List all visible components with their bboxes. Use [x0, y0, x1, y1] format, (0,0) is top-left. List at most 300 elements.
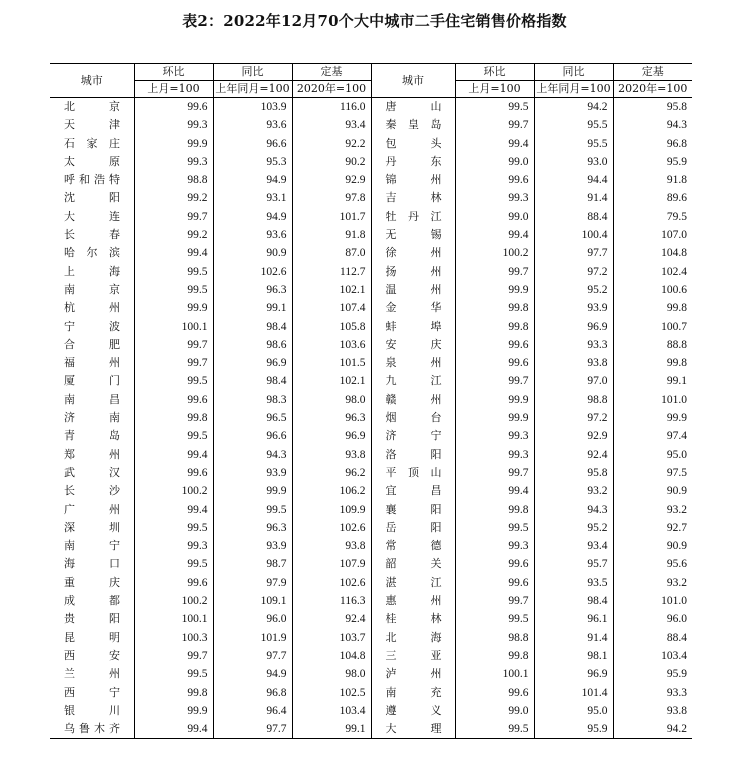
city-name-right	[371, 208, 455, 226]
yoy-value-left: 93.1	[213, 189, 292, 207]
yoy-value-right: 91.4	[534, 629, 613, 647]
fixed-base-value-left: 105.8	[292, 318, 371, 336]
city-label: 韶 关	[385, 557, 442, 571]
yoy-value-left: 99.9	[213, 482, 292, 500]
city-name-right	[371, 299, 455, 317]
mom-value-right: 99.4	[455, 482, 534, 500]
fixed-base-value-left: 102.1	[292, 281, 371, 299]
col-header-city-right: 城市	[371, 64, 455, 98]
city-name-right	[371, 116, 455, 134]
table-row	[50, 665, 692, 683]
city-label: 济 南	[64, 411, 120, 425]
mom-value-left: 99.4	[134, 446, 213, 464]
table-row	[50, 336, 692, 354]
mom-value-left: 100.3	[134, 629, 213, 647]
city-label: 北 京	[64, 100, 120, 113]
city-name-left	[50, 464, 134, 482]
mom-value-left: 100.2	[134, 592, 213, 610]
table-row	[50, 318, 692, 336]
yoy-value-right: 98.8	[534, 391, 613, 409]
yoy-value-left: 99.5	[213, 501, 292, 519]
yoy-value-right: 93.0	[534, 153, 613, 171]
city-label: 南 充	[385, 685, 442, 699]
table-row	[50, 446, 692, 464]
table-row	[50, 135, 692, 153]
mom-value-right: 99.0	[455, 702, 534, 720]
fixed-base-value-left: 96.9	[292, 427, 371, 445]
city-name-left	[50, 336, 134, 354]
yoy-value-right: 96.9	[534, 665, 613, 683]
fixed-base-value-left: 103.6	[292, 336, 371, 354]
table-row	[50, 299, 692, 317]
city-name-right	[371, 226, 455, 244]
yoy-value-left: 96.0	[213, 610, 292, 628]
fixed-base-value-right: 93.2	[613, 574, 692, 592]
city-label: 泉 州	[385, 356, 442, 370]
city-name-left	[50, 226, 134, 244]
fixed-base-value-left: 96.3	[292, 409, 371, 427]
yoy-value-left: 90.9	[213, 244, 292, 262]
mom-value-right: 99.7	[455, 592, 534, 610]
table-row	[50, 647, 692, 665]
mom-value-left: 99.7	[134, 208, 213, 226]
table-row	[50, 537, 692, 555]
city-label: 南 昌	[64, 392, 120, 406]
city-label: 郑 州	[64, 447, 120, 461]
yoy-value-right: 94.2	[534, 98, 613, 117]
city-name-left	[50, 702, 134, 720]
fixed-base-value-right: 104.8	[613, 244, 692, 262]
fixed-base-value-right: 93.8	[613, 702, 692, 720]
city-name-right	[371, 665, 455, 683]
yoy-value-left: 94.9	[213, 171, 292, 189]
mom-value-right: 99.5	[455, 610, 534, 628]
yoy-value-left: 109.1	[213, 592, 292, 610]
city-label: 长 沙	[64, 484, 120, 498]
mom-value-right: 98.8	[455, 629, 534, 647]
fixed-base-value-left: 97.8	[292, 189, 371, 207]
mom-value-left: 100.2	[134, 482, 213, 500]
fixed-base-value-right: 94.2	[613, 720, 692, 739]
yoy-value-right: 92.9	[534, 427, 613, 445]
city-name-right	[371, 684, 455, 702]
fixed-base-value-left: 98.0	[292, 391, 371, 409]
city-label: 丹 东	[385, 154, 442, 168]
city-label: 贵 阳	[64, 612, 120, 626]
yoy-value-right: 95.5	[534, 135, 613, 153]
city-label: 西 安	[64, 648, 120, 662]
fixed-base-value-left: 116.3	[292, 592, 371, 610]
city-label: 泸 州	[385, 667, 442, 681]
fixed-base-value-left: 109.9	[292, 501, 371, 519]
fixed-base-value-left: 98.0	[292, 665, 371, 683]
city-name-left	[50, 189, 134, 207]
mom-value-right: 100.1	[455, 665, 534, 683]
mom-value-left: 99.4	[134, 501, 213, 519]
table-body	[50, 98, 692, 739]
table-row	[50, 555, 692, 573]
city-name-right	[371, 244, 455, 262]
yoy-value-right: 100.4	[534, 226, 613, 244]
fixed-base-value-right: 97.4	[613, 427, 692, 445]
fixed-base-value-right: 99.1	[613, 372, 692, 390]
table-row	[50, 592, 692, 610]
city-label: 温 州	[385, 282, 442, 296]
yoy-value-left: 97.7	[213, 720, 292, 739]
yoy-value-left: 96.5	[213, 409, 292, 427]
col-subheader-fixed-right: 2020年=100	[613, 81, 692, 98]
fixed-base-value-left: 103.7	[292, 629, 371, 647]
fixed-base-value-right: 101.0	[613, 391, 692, 409]
city-label: 银 川	[64, 703, 120, 717]
fixed-base-value-right: 93.3	[613, 684, 692, 702]
city-label: 石家庄	[64, 136, 120, 150]
city-label: 常 德	[385, 539, 442, 553]
yoy-value-right: 88.4	[534, 208, 613, 226]
yoy-value-right: 95.7	[534, 555, 613, 573]
city-name-right	[371, 537, 455, 555]
city-label: 广 州	[64, 502, 120, 516]
table-row	[50, 391, 692, 409]
mom-value-left: 99.5	[134, 263, 213, 281]
yoy-value-left: 101.9	[213, 629, 292, 647]
col-header-mom-left: 环比	[134, 64, 213, 81]
city-label: 昆 明	[64, 630, 120, 644]
city-label: 烟 台	[385, 411, 442, 425]
mom-value-left: 99.9	[134, 135, 213, 153]
city-label: 平顶山	[385, 465, 442, 479]
yoy-value-right: 94.3	[534, 501, 613, 519]
city-name-left	[50, 501, 134, 519]
yoy-value-right: 95.8	[534, 464, 613, 482]
city-name-right	[371, 135, 455, 153]
city-name-left	[50, 446, 134, 464]
city-name-right	[371, 482, 455, 500]
yoy-value-right: 95.0	[534, 702, 613, 720]
city-name-right	[371, 555, 455, 573]
city-label: 安 庆	[385, 337, 442, 351]
mom-value-right: 99.4	[455, 135, 534, 153]
table-row	[50, 409, 692, 427]
yoy-value-left: 98.6	[213, 336, 292, 354]
fixed-base-value-left: 92.9	[292, 171, 371, 189]
mom-value-left: 99.9	[134, 299, 213, 317]
table-row	[50, 610, 692, 628]
yoy-value-right: 101.4	[534, 684, 613, 702]
city-label: 兰 州	[64, 667, 120, 681]
city-name-left	[50, 135, 134, 153]
city-label: 成 都	[64, 594, 120, 608]
table-row	[50, 263, 692, 281]
city-name-right	[371, 629, 455, 647]
fixed-base-value-left: 102.6	[292, 574, 371, 592]
table-row	[50, 116, 692, 134]
city-name-left	[50, 116, 134, 134]
city-label: 上 海	[64, 264, 120, 278]
city-name-right	[371, 263, 455, 281]
yoy-value-right: 93.2	[534, 482, 613, 500]
col-header-fixed-left: 定基	[292, 64, 371, 81]
mom-value-left: 99.3	[134, 116, 213, 134]
col-header-yoy-left: 同比	[213, 64, 292, 81]
mom-value-left: 99.2	[134, 189, 213, 207]
yoy-value-left: 96.3	[213, 281, 292, 299]
col-header-fixed-right: 定基	[613, 64, 692, 81]
table-row	[50, 189, 692, 207]
fixed-base-value-right: 99.8	[613, 354, 692, 372]
table-row	[50, 208, 692, 226]
city-name-right	[371, 720, 455, 739]
fixed-base-value-right: 96.0	[613, 610, 692, 628]
fixed-base-value-right: 99.8	[613, 299, 692, 317]
table-row	[50, 720, 692, 739]
yoy-value-right: 97.2	[534, 409, 613, 427]
col-header-city-left: 城市	[50, 64, 134, 98]
table-row	[50, 153, 692, 171]
fixed-base-value-left: 93.8	[292, 537, 371, 555]
city-label: 杭 州	[64, 301, 120, 315]
fixed-base-value-right: 107.0	[613, 226, 692, 244]
yoy-value-right: 95.5	[534, 116, 613, 134]
table-row	[50, 427, 692, 445]
city-label: 青 岛	[64, 429, 120, 443]
fixed-base-value-right: 90.9	[613, 482, 692, 500]
table-row	[50, 98, 692, 117]
mom-value-left: 99.8	[134, 409, 213, 427]
fixed-base-value-left: 104.8	[292, 647, 371, 665]
yoy-value-left: 99.1	[213, 299, 292, 317]
mom-value-right: 99.6	[455, 171, 534, 189]
mom-value-right: 99.8	[455, 501, 534, 519]
yoy-value-right: 96.1	[534, 610, 613, 628]
city-label: 重 庆	[64, 575, 120, 589]
fixed-base-value-left: 102.5	[292, 684, 371, 702]
city-label: 洛 阳	[385, 447, 442, 461]
city-name-right	[371, 98, 455, 117]
city-label: 宁 波	[64, 319, 120, 333]
city-label: 哈尔滨	[64, 246, 120, 260]
city-label: 宜 昌	[385, 484, 442, 498]
mom-value-left: 99.7	[134, 336, 213, 354]
city-name-left	[50, 610, 134, 628]
city-label: 金 华	[385, 301, 442, 315]
city-label: 襄 阳	[385, 502, 442, 516]
city-label: 长 春	[64, 228, 120, 242]
col-subheader-mom-left: 上月=100	[134, 81, 213, 98]
mom-value-left: 99.5	[134, 519, 213, 537]
mom-value-right: 100.2	[455, 244, 534, 262]
yoy-value-left: 103.9	[213, 98, 292, 117]
mom-value-left: 99.6	[134, 98, 213, 117]
fixed-base-value-right: 93.2	[613, 501, 692, 519]
table-row	[50, 519, 692, 537]
fixed-base-value-right: 90.9	[613, 537, 692, 555]
mom-value-right: 99.6	[455, 336, 534, 354]
city-label: 湛 江	[385, 575, 442, 589]
table-row	[50, 574, 692, 592]
fixed-base-value-left: 106.2	[292, 482, 371, 500]
fixed-base-value-right: 100.6	[613, 281, 692, 299]
city-label: 合 肥	[64, 337, 120, 351]
city-label: 南 宁	[64, 539, 120, 553]
fixed-base-value-right: 99.9	[613, 409, 692, 427]
mom-value-right: 99.3	[455, 537, 534, 555]
yoy-value-left: 94.3	[213, 446, 292, 464]
yoy-value-left: 97.9	[213, 574, 292, 592]
city-name-right	[371, 409, 455, 427]
mom-value-right: 99.8	[455, 647, 534, 665]
fixed-base-value-right: 97.5	[613, 464, 692, 482]
city-name-left	[50, 537, 134, 555]
mom-value-right: 99.6	[455, 574, 534, 592]
city-name-right	[371, 519, 455, 537]
yoy-value-left: 98.4	[213, 372, 292, 390]
city-label: 惠 州	[385, 594, 442, 608]
yoy-value-right: 97.0	[534, 372, 613, 390]
yoy-value-left: 96.9	[213, 354, 292, 372]
mom-value-right: 99.9	[455, 409, 534, 427]
city-name-left	[50, 391, 134, 409]
city-label: 桂 林	[385, 612, 442, 626]
yoy-value-left: 102.6	[213, 263, 292, 281]
yoy-value-left: 94.9	[213, 665, 292, 683]
city-name-right	[371, 153, 455, 171]
document-title: 表2：2022年12月70个大中城市二手住宅销售价格指数	[182, 12, 567, 30]
mom-value-right: 99.3	[455, 189, 534, 207]
city-name-right	[371, 610, 455, 628]
city-label: 南 京	[64, 282, 120, 296]
fixed-base-value-right: 94.3	[613, 116, 692, 134]
city-name-right	[371, 281, 455, 299]
city-label: 岳 阳	[385, 520, 442, 534]
city-label: 厦 门	[64, 374, 120, 388]
yoy-value-left: 93.6	[213, 226, 292, 244]
city-name-left	[50, 263, 134, 281]
yoy-value-left: 97.7	[213, 647, 292, 665]
city-name-left	[50, 519, 134, 537]
fixed-base-value-left: 112.7	[292, 263, 371, 281]
fixed-base-value-right: 91.8	[613, 171, 692, 189]
city-label: 海 口	[64, 557, 120, 571]
table-row	[50, 629, 692, 647]
mom-value-left: 99.4	[134, 244, 213, 262]
city-label: 锦 州	[385, 173, 442, 187]
fixed-base-value-right: 101.0	[613, 592, 692, 610]
city-name-left	[50, 98, 134, 117]
city-name-right	[371, 446, 455, 464]
city-label: 济 宁	[385, 429, 442, 443]
mom-value-right: 99.5	[455, 519, 534, 537]
fixed-base-value-right: 79.5	[613, 208, 692, 226]
city-name-right	[371, 702, 455, 720]
fixed-base-value-left: 103.4	[292, 702, 371, 720]
city-label: 武 汉	[64, 465, 120, 479]
yoy-value-left: 96.6	[213, 427, 292, 445]
city-name-right	[371, 501, 455, 519]
yoy-value-right: 92.4	[534, 446, 613, 464]
fixed-base-value-right: 100.7	[613, 318, 692, 336]
mom-value-left: 99.5	[134, 555, 213, 573]
city-label: 福 州	[64, 356, 120, 370]
table-row	[50, 482, 692, 500]
mom-value-left: 99.5	[134, 281, 213, 299]
city-name-right	[371, 354, 455, 372]
city-name-right	[371, 391, 455, 409]
col-subheader-mom-right: 上月=100	[455, 81, 534, 98]
fixed-base-value-left: 87.0	[292, 244, 371, 262]
yoy-value-right: 97.7	[534, 244, 613, 262]
mom-value-left: 99.6	[134, 391, 213, 409]
col-subheader-yoy-left: 上年同月=100	[213, 81, 292, 98]
fixed-base-value-left: 93.8	[292, 446, 371, 464]
city-name-left	[50, 409, 134, 427]
mom-value-left: 99.4	[134, 720, 213, 739]
city-name-left	[50, 647, 134, 665]
fixed-base-value-right: 95.9	[613, 153, 692, 171]
mom-value-left: 99.6	[134, 464, 213, 482]
city-name-left	[50, 244, 134, 262]
fixed-base-value-left: 107.9	[292, 555, 371, 573]
fixed-base-value-right: 103.4	[613, 647, 692, 665]
city-label: 扬 州	[385, 264, 442, 278]
fixed-base-value-left: 107.4	[292, 299, 371, 317]
col-subheader-yoy-right: 上年同月=100	[534, 81, 613, 98]
mom-value-left: 99.3	[134, 153, 213, 171]
city-name-left	[50, 574, 134, 592]
city-label: 九 江	[385, 374, 442, 388]
yoy-value-left: 94.9	[213, 208, 292, 226]
yoy-value-right: 93.9	[534, 299, 613, 317]
table-row	[50, 226, 692, 244]
city-name-left	[50, 208, 134, 226]
city-label: 乌鲁木齐	[64, 722, 120, 736]
yoy-value-right: 95.9	[534, 720, 613, 739]
city-name-right	[371, 189, 455, 207]
mom-value-left: 99.8	[134, 684, 213, 702]
mom-value-left: 98.8	[134, 171, 213, 189]
city-label: 蚌 埠	[385, 319, 442, 333]
city-label: 无 锡	[385, 228, 442, 242]
city-name-left	[50, 281, 134, 299]
mom-value-left: 99.7	[134, 354, 213, 372]
city-label: 大 理	[385, 722, 442, 736]
mom-value-right: 99.7	[455, 372, 534, 390]
table-row	[50, 464, 692, 482]
table-row	[50, 354, 692, 372]
yoy-value-left: 98.7	[213, 555, 292, 573]
fixed-base-value-left: 102.6	[292, 519, 371, 537]
mom-value-right: 99.7	[455, 464, 534, 482]
yoy-value-left: 98.4	[213, 318, 292, 336]
yoy-value-left: 95.3	[213, 153, 292, 171]
city-name-left	[50, 482, 134, 500]
yoy-value-left: 93.9	[213, 464, 292, 482]
mom-value-left: 99.7	[134, 647, 213, 665]
table-row	[50, 244, 692, 262]
yoy-value-right: 93.5	[534, 574, 613, 592]
city-label: 北 海	[385, 630, 442, 644]
fixed-base-value-left: 92.4	[292, 610, 371, 628]
price-index-table	[50, 63, 692, 739]
mom-value-left: 99.3	[134, 537, 213, 555]
fixed-base-value-left: 102.1	[292, 372, 371, 390]
mom-value-right: 99.5	[455, 720, 534, 739]
mom-value-left: 100.1	[134, 318, 213, 336]
city-name-left	[50, 555, 134, 573]
mom-value-right: 99.8	[455, 318, 534, 336]
col-header-mom-right: 环比	[455, 64, 534, 81]
mom-value-left: 99.5	[134, 427, 213, 445]
